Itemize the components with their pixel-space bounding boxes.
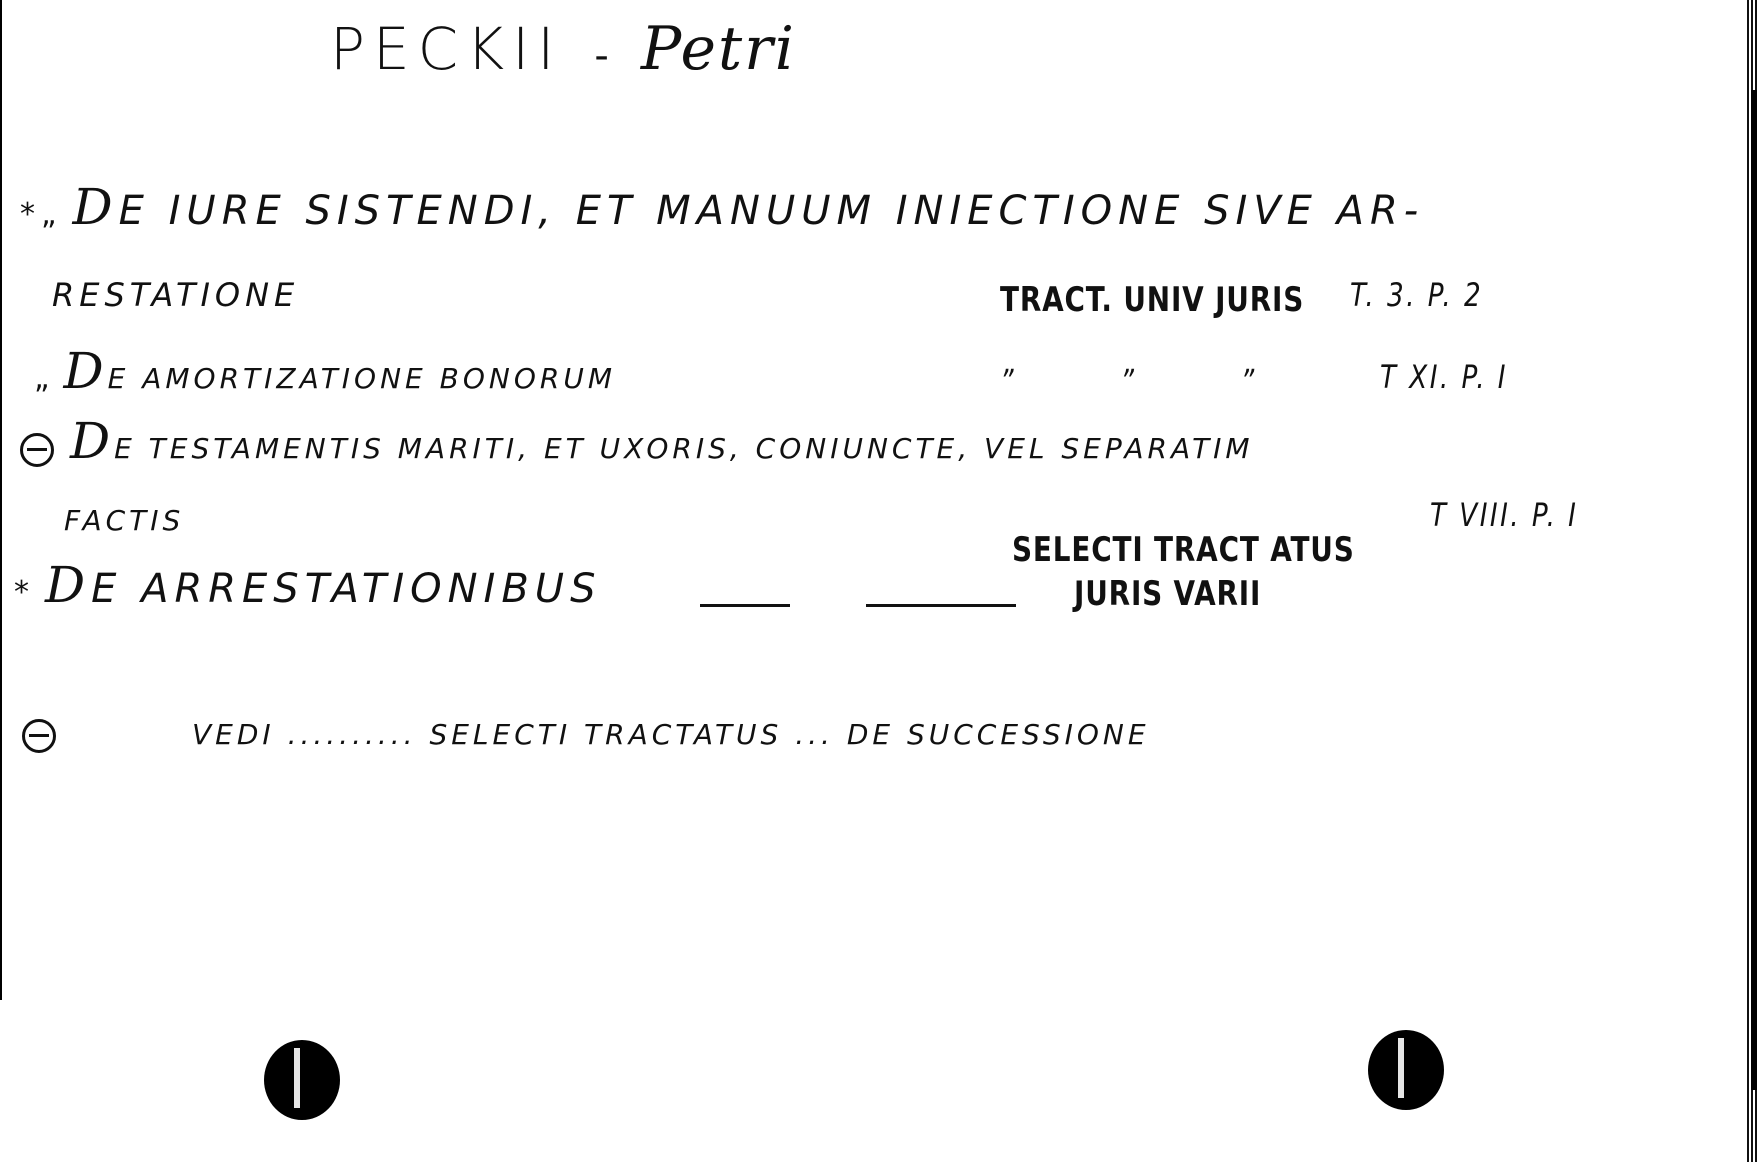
entry-3-initial: D [70, 412, 115, 470]
card-left-edge [0, 0, 2, 1000]
cross-reference-note [22, 718, 1150, 753]
circle-mark-icon [22, 719, 56, 753]
entry-4-title-text: E ARRESTATIONIBUS [91, 566, 602, 612]
entry-3-title-text: E TESTAMENTIS MARITI, ET UXORIS, CONIUNCTE, VEL SEPARATIM [114, 432, 1254, 465]
entry-1-title [20, 178, 1424, 236]
punch-hole-right [1368, 1030, 1444, 1110]
entry-2-initial: D [63, 342, 108, 400]
leader-dash [700, 604, 790, 607]
heading-separator: - [594, 33, 609, 79]
note-text: VEDI .......... SELECTI TRACTATUS ... DE SUCCESSIONE [192, 718, 1150, 751]
entry-3-volume: T VIII. P. I [1430, 496, 1579, 534]
entry-1-continuation: RESTATIONE [52, 276, 300, 314]
entry-2-title-text: E AMORTIZATIONE BONORUM [107, 362, 616, 395]
entry-1-source: TRACT. UNIV JURIS [1000, 280, 1305, 320]
entry-4-source-line-1: SELECTI TRACT ATUS [1012, 530, 1355, 570]
entry-1-mark: *„ [20, 197, 63, 232]
card-heading [330, 14, 796, 84]
circle-mark-icon [20, 433, 54, 467]
entry-1-title-text: E IURE SISTENDI, ET MANUUM INIECTIONE SIVE AR- [118, 188, 1425, 234]
entry-2-mark: „ [34, 361, 54, 396]
entry-4-title [14, 556, 601, 614]
entry-1-volume: T. 3. P. 2 [1350, 276, 1484, 314]
punch-hole-left [264, 1040, 340, 1120]
author-surname: PECKII [330, 15, 563, 83]
entry-2-title [34, 342, 616, 400]
entry-4-initial: D [45, 556, 92, 614]
entry-1-initial: D [72, 178, 119, 236]
leader-dash [866, 604, 1016, 607]
entry-2-ditto: ” ” ” [1000, 362, 1304, 400]
entry-3-continuation: FACTIS [64, 504, 185, 537]
entry-3-title [20, 412, 1254, 470]
entry-4-mark: * [14, 575, 35, 610]
card-right-shadow [1751, 90, 1757, 1090]
author-given-name: Petri [640, 14, 796, 84]
entry-4-source-line-2: JURIS VARII [1074, 574, 1262, 614]
entry-2-volume: T XI. P. I [1380, 358, 1508, 396]
